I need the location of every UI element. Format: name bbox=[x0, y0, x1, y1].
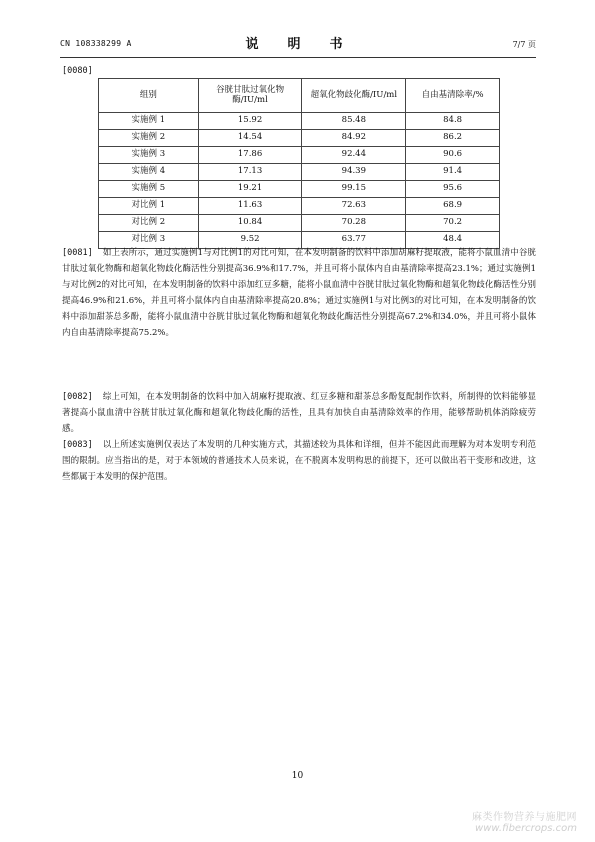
table-cell: 72.63 bbox=[302, 198, 406, 215]
table-cell: 对比例 3 bbox=[99, 232, 199, 249]
paragraph-tag-0083: [0083] bbox=[62, 440, 93, 450]
table-cell: 实施例 2 bbox=[99, 130, 199, 147]
paragraph-text: 综上可知，在本发明制备的饮料中加入胡麻籽提取液、红豆多糖和甜茶总多酚复配制作饮料，所制得的饮料能够显著提高小鼠血清中谷胱甘肽过氧化酶和超氧化物歧化酶的活性，且具有加快自由基清除效率的作用，能够帮助机体消除疲劳感。 bbox=[62, 392, 536, 434]
table-cell: 91.4 bbox=[406, 164, 500, 181]
table-row bbox=[99, 130, 500, 147]
table-row bbox=[99, 198, 500, 215]
paragraph-0083 bbox=[62, 437, 536, 485]
table-header-cell: 组别 bbox=[99, 79, 199, 113]
page-count: 7/7 页 bbox=[512, 40, 536, 49]
patent-number: CN 108338299 A bbox=[60, 39, 132, 48]
table-header-row bbox=[99, 79, 500, 113]
table-cell: 68.9 bbox=[406, 198, 500, 215]
paragraph-tag-0082: [0082] bbox=[62, 392, 93, 402]
table-cell: 实施例 5 bbox=[99, 181, 199, 198]
table-cell: 84.8 bbox=[406, 113, 500, 130]
table-cell: 99.15 bbox=[302, 181, 406, 198]
table-row bbox=[99, 147, 500, 164]
table-cell: 92.44 bbox=[302, 147, 406, 164]
page-number: 10 bbox=[291, 771, 304, 781]
paragraph-tag-0080: [0080] bbox=[62, 66, 93, 76]
table-cell: 14.54 bbox=[198, 130, 302, 147]
table-header-cell: 自由基清除率/% bbox=[406, 79, 500, 113]
page-header bbox=[60, 33, 536, 53]
table-row bbox=[99, 164, 500, 181]
paragraph-text: 如上表所示，通过实施例1与对比例1的对比可知，在本发明制备的饮料中添加胡麻籽提取液，能将小鼠血清中谷胱甘肽过氧化物酶和超氧化物歧化酶活性分别提高36.9%和17.7%，并且可将小鼠体内自由基清除率提高23.1%；通过实施例1与对比例2的对比可知，在本发明制备的饮料中添加红豆多糖，能将小鼠血清中谷胱甘肽过氧化物酶和超氧化物歧化酶活性分别提高46.9%和21.6%，并且可将小鼠体内自由基清除率提高20.8%；通过实施例1与对比例3的对比可知，在本发明制备的饮料中添加甜茶总多酚，能将小鼠血清中谷胱甘肽过氧化物酶和超氧化物歧化酶活性分别提高67.2%和34.0%，并且可将小鼠体内自由基清除率提高75.2%。 bbox=[62, 248, 536, 338]
watermark bbox=[472, 808, 577, 834]
header-divider bbox=[60, 57, 536, 58]
table-cell: 10.84 bbox=[198, 215, 302, 232]
table-cell: 63.77 bbox=[302, 232, 406, 249]
table-cell: 86.2 bbox=[406, 130, 500, 147]
table-header-cell: 超氧化物歧化酶/IU/ml bbox=[302, 79, 406, 113]
table-cell: 19.21 bbox=[198, 181, 302, 198]
watermark-url: www.fibercrops.com bbox=[475, 823, 577, 834]
table-cell: 17.13 bbox=[198, 164, 302, 181]
table-cell: 70.2 bbox=[406, 215, 500, 232]
table-cell: 48.4 bbox=[406, 232, 500, 249]
table-cell: 对比例 1 bbox=[99, 198, 199, 215]
paragraph-0082 bbox=[62, 389, 536, 437]
paragraph-text: 以上所述实施例仅表达了本发明的几种实施方式，其描述较为具体和详细，但并不能因此而理解为对本发明专利范围的限制。应当指出的是，对于本领域的普通技术人员来说，在不脱离本发明构思的前提下，还可以做出若干变形和改进，这些都属于本发明的保护范围。 bbox=[62, 440, 536, 482]
document-title: 说 明 书 bbox=[245, 37, 351, 52]
table-cell: 94.39 bbox=[302, 164, 406, 181]
table-cell: 84.92 bbox=[302, 130, 406, 147]
table-cell: 对比例 2 bbox=[99, 215, 199, 232]
results-table bbox=[98, 78, 500, 249]
table-row bbox=[99, 113, 500, 130]
table-cell: 实施例 1 bbox=[99, 113, 199, 130]
table-cell: 85.48 bbox=[302, 113, 406, 130]
table-cell: 实施例 4 bbox=[99, 164, 199, 181]
table-cell: 95.6 bbox=[406, 181, 500, 198]
table-header-cell: 谷胱甘肽过氧化物酶/IU/ml bbox=[198, 79, 302, 113]
paragraph-tag-0081: [0081] bbox=[62, 248, 93, 258]
table-row bbox=[99, 215, 500, 232]
table-cell: 实施例 3 bbox=[99, 147, 199, 164]
table-cell: 17.86 bbox=[198, 147, 302, 164]
table-cell: 11.63 bbox=[198, 198, 302, 215]
watermark-site-name: 麻类作物营养与施肥网 bbox=[472, 812, 577, 823]
table-row bbox=[99, 181, 500, 198]
table-cell: 15.92 bbox=[198, 113, 302, 130]
table-cell: 90.6 bbox=[406, 147, 500, 164]
paragraph-0081 bbox=[62, 245, 536, 341]
table-cell: 9.52 bbox=[198, 232, 302, 249]
table-cell: 70.28 bbox=[302, 215, 406, 232]
